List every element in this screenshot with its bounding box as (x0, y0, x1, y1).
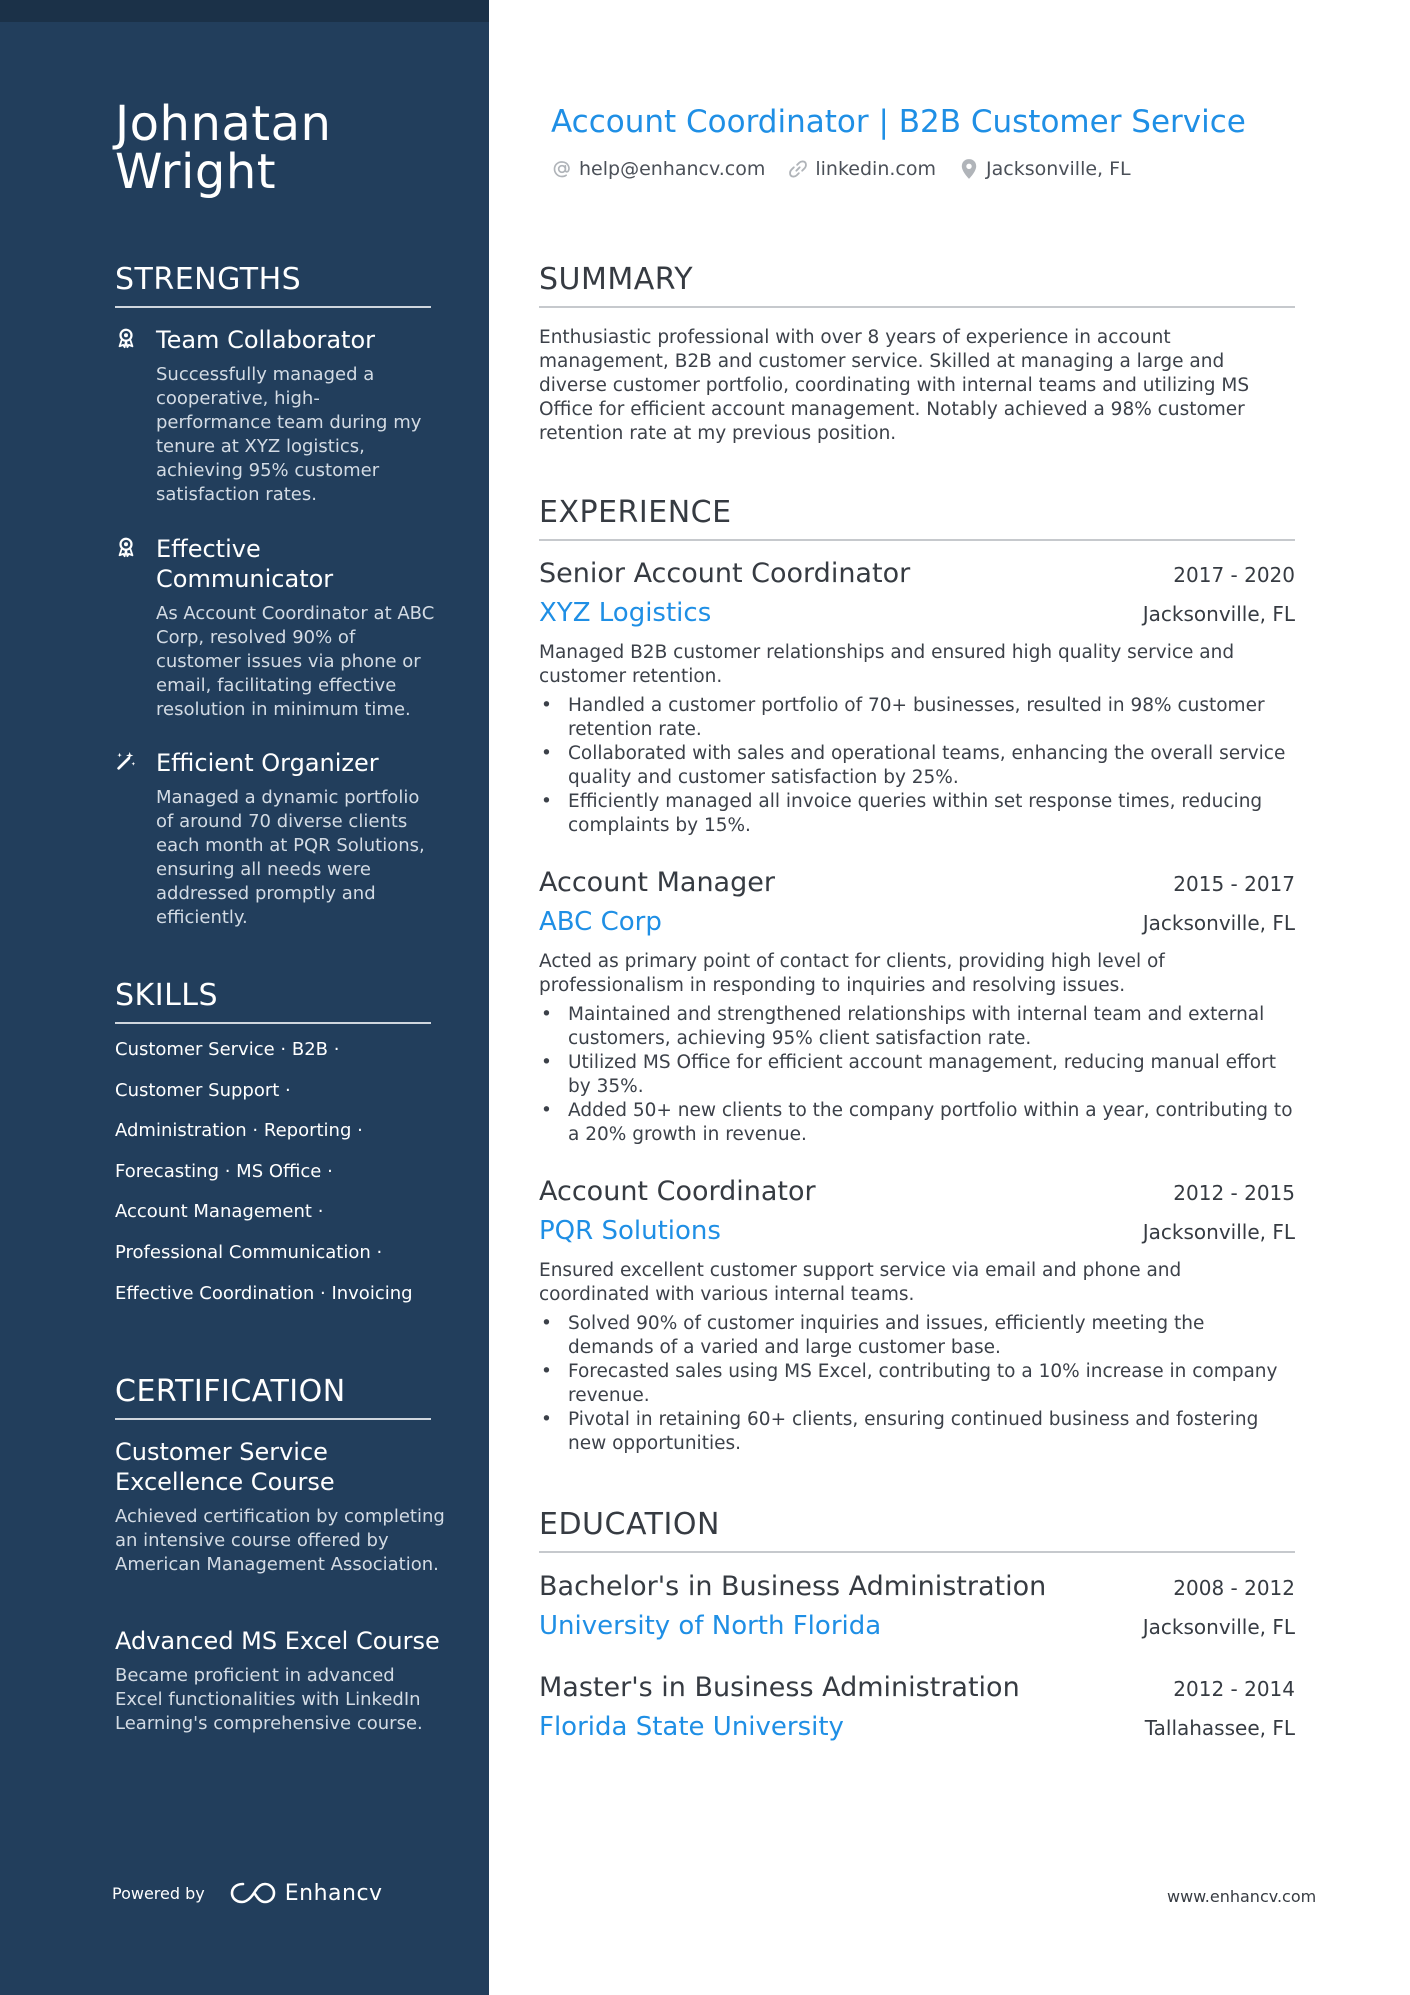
job-bullets (539, 694, 1295, 838)
education-item (539, 1671, 1295, 1744)
skill-line: Professional Communication · (115, 1241, 383, 1263)
main-content (539, 0, 1295, 1995)
job-location: Jacksonville, FL (1142, 911, 1295, 935)
headline: Account Coordinator | B2B Customer Service (551, 104, 1246, 140)
strength-title: Team Collaborator (156, 326, 375, 354)
strength-title: Effective Communicator (156, 535, 334, 593)
job-dates: 2017 - 2020 (1173, 563, 1295, 587)
location-text: Jacksonville, FL (986, 158, 1131, 180)
strength-item (115, 534, 435, 722)
certification-desc: Achieved certification by completing an intensive course offered by American Management Association. (115, 1506, 445, 1575)
job-dates: 2012 - 2015 (1173, 1181, 1295, 1205)
contact-email[interactable] (551, 158, 765, 180)
job-description: Managed B2B customer relationships and ensured high quality service and customer retention. (539, 642, 1235, 687)
summary-title: SUMMARY (539, 262, 1295, 308)
experience-item (539, 557, 1295, 838)
strength-title: Efficient Organizer (156, 749, 379, 777)
award-icon (115, 536, 137, 558)
strength-desc: As Account Coordinator at ABC Corp, resolved 90% of customer issues via phone or email, facilitating effective resolution in minimum time. (156, 603, 435, 720)
certification-desc: Became proficient in advanced Excel functionalities with LinkedIn Learning's comprehensive course. (115, 1665, 423, 1734)
experience-title: EXPERIENCE (539, 495, 1295, 541)
job-bullets (539, 1003, 1295, 1147)
award-icon (115, 327, 137, 349)
contact-location (958, 158, 1131, 180)
job-location: Jacksonville, FL (1142, 1220, 1295, 1244)
education-location: Tallahassee, FL (1144, 1716, 1295, 1740)
magic-wand-icon (115, 750, 137, 772)
sidebar-top-strip (0, 0, 489, 22)
linkedin-text: linkedin.com (815, 158, 936, 180)
at-icon (551, 158, 573, 180)
education-degree: Master's in Business Administration (539, 1672, 1020, 1703)
education-location: Jacksonville, FL (1142, 1615, 1295, 1639)
certification-name: Customer Service Excellence Course (115, 1438, 335, 1496)
brand-name: Enhancv (284, 1880, 383, 1906)
education-school: Florida State University (539, 1712, 844, 1742)
job-bullet: • Efficiently managed all invoice queries within set response times, reducing complaints by 15%. (539, 790, 1295, 838)
education-title: EDUCATION (539, 1507, 1295, 1553)
skill-line: Account Management · (115, 1201, 324, 1223)
job-bullets (539, 1312, 1295, 1456)
strength-desc: Managed a dynamic portfolio of around 70 diverse clients each month at PQR Solutions, ensuring all needs were addressed promptly and efficiently. (156, 787, 425, 928)
job-company: PQR Solutions (539, 1216, 721, 1246)
contact-linkedin[interactable] (787, 158, 936, 180)
email-text: help@enhancv.com (579, 158, 766, 180)
strength-desc: Successfully managed a cooperative, high-performance team during my tenure at XYZ logistics, achieving 95% customer satisfaction rates. (156, 364, 422, 505)
skill-line: Customer Service · B2B · (115, 1039, 340, 1060)
powered-by-label: Powered by (112, 1883, 205, 1903)
link-icon (787, 158, 809, 180)
job-bullet: • Solved 90% of customer inquiries and issues, efficiently meeting the demands of a varied and large customer base. (539, 1312, 1295, 1360)
footer-url[interactable]: www.enhancv.com (1167, 1887, 1317, 1906)
job-bullet: • Added 50+ new clients to the company portfolio within a year, contributing to a 20% growth in revenue. (539, 1099, 1295, 1147)
job-bullet: • Collaborated with sales and operational teams, enhancing the overall service quality and customer satisfaction by 25%. (539, 742, 1295, 790)
experience-item (539, 1175, 1295, 1456)
education-item (539, 1570, 1295, 1643)
strength-item (115, 748, 435, 930)
job-bullet: • Forecasted sales using MS Excel, contributing to a 10% increase in company revenue. (539, 1360, 1295, 1408)
certification-title: CERTIFICATION (115, 1374, 431, 1420)
job-description: Ensured excellent customer support service via email and phone and coordinated with various internal teams. (539, 1260, 1182, 1305)
job-location: Jacksonville, FL (1142, 602, 1295, 626)
job-dates: 2015 - 2017 (1173, 872, 1295, 896)
skill-line: Administration · Reporting · (115, 1120, 363, 1142)
summary-text: Enthusiastic professional with over 8 years of experience in account management, B2B and customer service. Skilled at managing a large and diverse customer portfolio, coordinating with internal teams and utilizing MS Office for efficient account management. Notably achieved a 98% customer retention rate at my previous position. (539, 327, 1250, 444)
job-company: ABC Corp (539, 907, 662, 937)
certification-item (115, 1437, 445, 1577)
skill-line: Customer Support · (115, 1079, 291, 1101)
education-degree: Bachelor's in Business Administration (539, 1571, 1047, 1602)
skill-line: Effective Coordination · Invoicing (115, 1282, 413, 1304)
skill-line: Forecasting · MS Office · (115, 1160, 333, 1182)
experience-item (539, 866, 1295, 1147)
powered-by (112, 1880, 383, 1906)
education-dates: 2012 - 2014 (1173, 1677, 1295, 1701)
education-school: University of North Florida (539, 1611, 882, 1641)
job-bullet: • Utilized MS Office for efficient account management, reducing manual effort by 35%. (539, 1051, 1295, 1099)
location-pin-icon (958, 158, 980, 180)
job-bullet: • Pivotal in retaining 60+ clients, ensuring continued business and fostering new opportunities. (539, 1408, 1295, 1456)
skills-title: SKILLS (115, 978, 431, 1024)
contact-bar (551, 158, 1153, 180)
certification-item (115, 1626, 445, 1736)
certification-name: Advanced MS Excel Course (115, 1627, 440, 1655)
skills-list (115, 1038, 445, 1322)
job-role: Senior Account Coordinator (539, 558, 911, 589)
sidebar (0, 0, 489, 1995)
enhancv-logo-icon (229, 1880, 277, 1906)
job-role: Account Coordinator (539, 1176, 816, 1207)
job-bullet: • Maintained and strengthened relationships with internal team and external customers, achieving 95% client satisfaction rate. (539, 1003, 1295, 1051)
strengths-title: STRENGTHS (115, 262, 431, 308)
strength-item (115, 325, 435, 507)
candidate-name: Johnatan Wright (115, 96, 332, 200)
job-description: Acted as primary point of contact for clients, providing high level of professionalism in responding to inquiries and resolving issues. (539, 951, 1165, 996)
education-dates: 2008 - 2012 (1173, 1576, 1295, 1600)
job-bullet: • Handled a customer portfolio of 70+ businesses, resulted in 98% customer retention rate. (539, 694, 1295, 742)
job-role: Account Manager (539, 867, 775, 898)
job-company: XYZ Logistics (539, 598, 712, 628)
